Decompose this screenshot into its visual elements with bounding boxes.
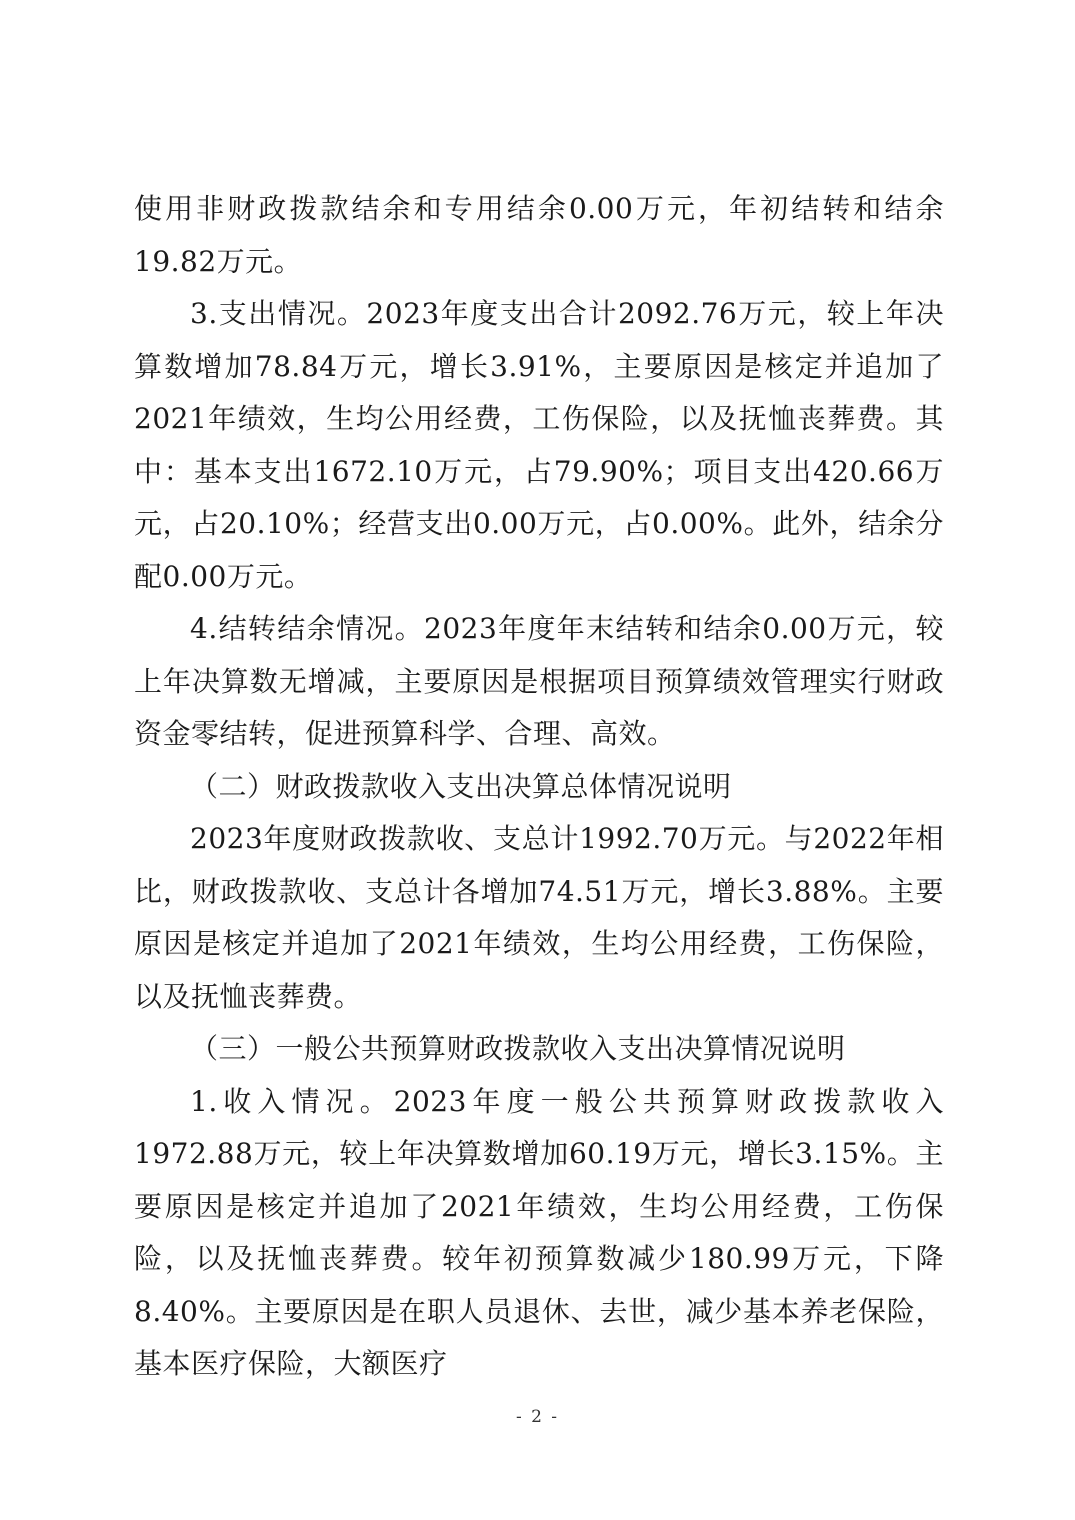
paragraph-income: 1.收入情况。2023年度一般公共预算财政拨款收入1972.88万元，较上年决算数增加60.19万元，增长3.15%。主要原因是核定并追加了2021年绩效，生均公用经费，工伤保险，以及抚恤丧葬费。较年初预算数减少180.99万元，下降8.40%。主要原因是在职人员退休、去世，减少基本养老保险，基本医疗保险，大额医疗	[134, 1084, 944, 1380]
section-heading-2: （二）财政拨款收入支出决算总体情况说明	[190, 769, 732, 803]
paragraph-continuation: 使用非财政拨款结余和专用结余0.00万元，年初结转和结余19.82万元。	[134, 192, 944, 278]
page-number: - 2 -	[515, 1407, 560, 1427]
paragraph-expenditure: 3.支出情况。2023年度支出合计2092.76万元，较上年决算数增加78.84万元，增长3.91%，主要原因是核定并追加了2021年绩效，生均公用经费，工伤保险，以及抚恤丧葬费。其中：基本支出1672.10万元，占79.90%；项目支出420.66万元，占20.10%；经营支出0.00万元，占0.00%。此外，结余分配0.00万元。	[134, 297, 944, 593]
document-page	[134, 183, 944, 1391]
paragraph-fiscal-overall: 2023年度财政拨款收、支总计1992.70万元。与2022年相比，财政拨款收、支总计各增加74.51万元，增长3.88%。主要原因是核定并追加了2021年绩效，生均公用经费，工伤保险，以及抚恤丧葬费。	[134, 822, 944, 1013]
paragraph-carryover: 4.结转结余情况。2023年度年末结转和结余0.00万元，较上年决算数无增减，主要原因是根据项目预算绩效管理实行财政资金零结转，促进预算科学、合理、高效。	[134, 612, 944, 750]
section-heading-3: （三）一般公共预算财政拨款收入支出决算情况说明	[190, 1032, 846, 1065]
